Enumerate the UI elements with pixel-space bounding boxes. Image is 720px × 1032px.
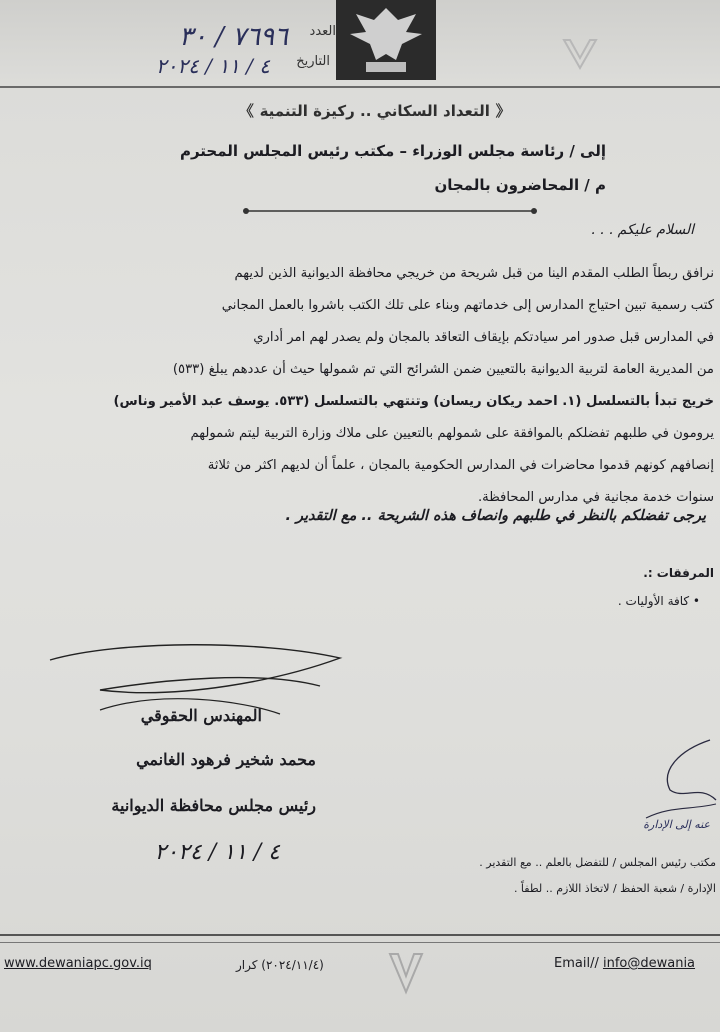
date-value: ٤ / ١١ / ٢٠٢٤	[155, 54, 270, 78]
signature-date: ٤ / ١١ / ٢٠٢٤	[154, 840, 280, 865]
date-label: التاريخ	[296, 54, 330, 69]
letter-body	[14, 258, 714, 514]
email-link[interactable]: info@dewania	[602, 956, 696, 971]
handwritten-note: عنه إلى الإدارة	[643, 818, 710, 831]
watermark-icon	[560, 34, 600, 74]
body-line: إنصافهم كونهم قدموا محاضرات في المدارس الحكومية بالمجان ، علماً أن لديهم اكثر من ثلاثة	[207, 458, 714, 473]
body-line: يرومون في طلبهم تفضلكم بالموافقة على شمولهم بالتعيين على ملاك وزارة التربية ليتم شمولهم	[190, 426, 714, 441]
ornament-divider	[240, 204, 540, 218]
body-line: كتب رسمية تبين احتياج المدارس إلى خدماتهم وبناء على تلك الكتب باشروا بالعمل المجاني	[221, 298, 714, 313]
footer-watermark-icon	[386, 948, 426, 998]
attachment-item: • كافة الأوليات .	[617, 594, 700, 608]
body-line: نرافق ربطاً الطلب المقدم الينا من قبل شريحة من خريجي محافظة الديوانية الذين لديهم	[234, 266, 714, 281]
website-text[interactable]: www.dewaniapc.gov.iq	[4, 956, 152, 971]
email-block	[554, 956, 695, 971]
website-link[interactable]	[4, 956, 152, 971]
number-label: العدد	[309, 24, 336, 39]
signatory-position: رئيس مجلس محافظة الديوانية	[111, 796, 316, 815]
email-label: Email//	[554, 956, 599, 971]
attachments-label: المرفقات :.	[643, 566, 714, 580]
number-value: ٧٦٩٦ / ٣٠	[178, 22, 288, 52]
signatory-title: المهندس الحقوقي	[140, 706, 262, 725]
greeting: السلام عليكم . . .	[590, 222, 694, 238]
body-line: سنوات خدمة مجانية في مدارس المحافظة.	[477, 490, 714, 505]
slogan: 《 التعداد السكاني .. ركيزة التنمية 》	[238, 102, 512, 120]
body-line: من المديرية العامة لتربية الديوانية بالتعيين ضمن الشرائح التي تم شمولها حيث أن عددهم يبلغ (٥٣٣)	[172, 362, 714, 377]
handwritten-scribble-icon	[640, 730, 720, 820]
footer-divider-thin	[0, 942, 720, 943]
body-line: خريج تبدأ بالتسلسل (١. احمد ريكان ريسان) وتنتهي بالتسلسل (٥٣٣. يوسف عبد الأمير وناس)	[113, 394, 714, 409]
cc-line: الإدارة / شعبة الحفظ / لاتخاذ اللازم .. لطفاً .	[513, 882, 716, 895]
signatory-name: محمد شخير فرهود الغانمي	[136, 750, 316, 769]
footer-divider	[0, 934, 720, 936]
reference-block	[96, 14, 336, 78]
body-line: في المدارس قبل صدور امر سيادتكم بإيقاف التعاقد بالمجان ولم يصدر لهم امر أداري	[253, 330, 714, 345]
closing-request: يرجى تفضلكم بالنظر في طلبهم وانصاف هذه الشريحة .. مع التقدير .	[285, 508, 706, 524]
subject-line: م / المحاضرون بالمجان	[434, 176, 606, 194]
recipient-line: إلى / رئاسة مجلس الوزراء – مكتب رئيس المجلس المحترم	[179, 142, 606, 160]
header-divider	[0, 86, 720, 88]
eagle-emblem-icon	[336, 0, 436, 80]
footer-reference: (٢٠٢٤/١١/٤) كرار	[236, 958, 324, 972]
cc-line: مكتب رئيس المجلس / للتفضل بالعلم .. مع التقدير .	[479, 856, 716, 869]
